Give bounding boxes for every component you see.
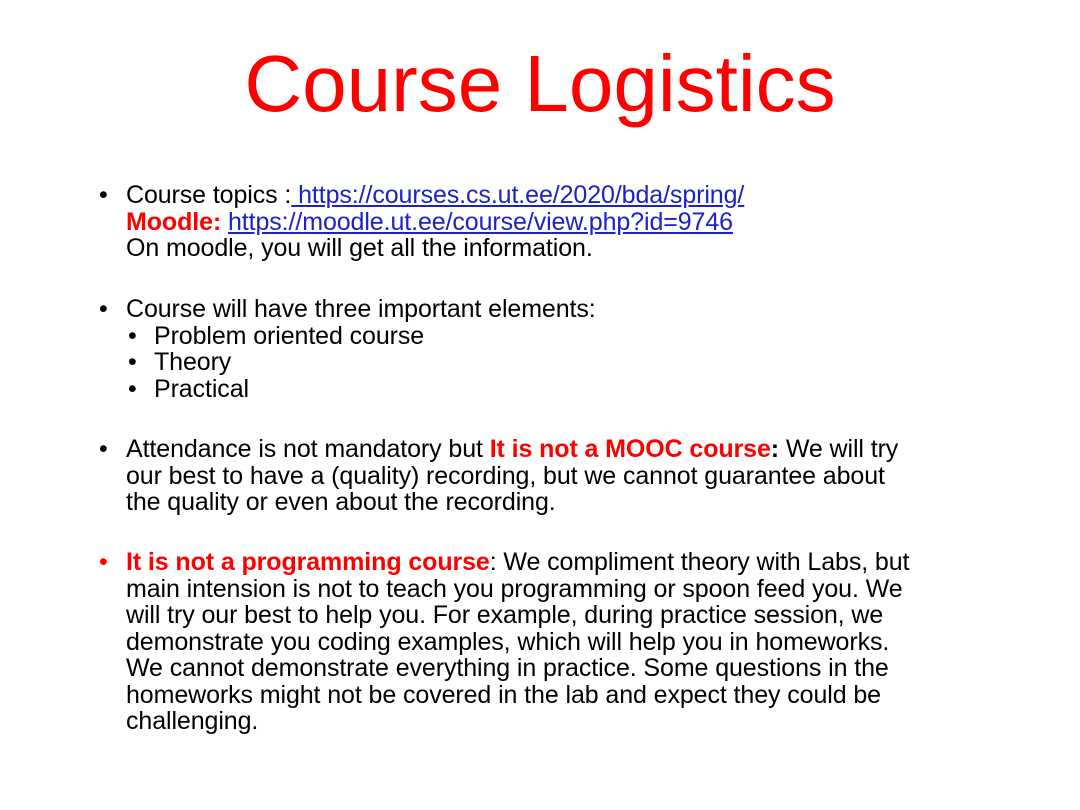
moodle-note: On moodle, you will get all the information. [126, 234, 593, 262]
programming-line-2: main intension is not to teach you programming or spoon feed you. We [126, 574, 903, 603]
programming-highlight: It is not a programming course [126, 548, 490, 576]
programming-line-1 [126, 549, 1006, 576]
programming-line-6: homeworks might not be covered in the lab and expect they could be [126, 680, 881, 709]
sub-item-label: Theory [154, 348, 232, 376]
mooc-colon: : [770, 435, 780, 463]
sub-bullet-dot-icon: • [128, 321, 137, 350]
course-topics-label: Course topics : [126, 181, 292, 209]
bullet-dot-icon: • [99, 181, 108, 209]
programming-line-3: will try our best to help you. For example, during practice session, we [126, 601, 884, 629]
programming-line-1-rest: : We compliment theory with Labs, but [489, 548, 910, 576]
bullet-course-elements [99, 295, 1006, 403]
programming-line-5: We cannot demonstrate everything in practice. Some questions in the [126, 654, 889, 682]
sub-item-practical [126, 376, 1006, 403]
mooc-highlight: It is not a MOOC course [489, 435, 771, 463]
attendance-line-2: our best to have a (quality) recording, but we cannot guarantee about [126, 461, 885, 490]
bullet-programming [99, 548, 1006, 735]
bullet-dot-icon: • [99, 295, 108, 323]
sub-item-label: Problem oriented course [154, 321, 425, 350]
bullet-dot-icon: • [99, 548, 108, 576]
course-topics-link[interactable]: https://courses.cs.ut.ee/2020/bda/spring/ [291, 181, 745, 209]
moodle-link[interactable]: https://moodle.ut.ee/course/view.php?id=9746 [227, 207, 733, 236]
sub-item-problem-oriented [126, 323, 1006, 350]
course-elements-intro: Course will have three important elements: [126, 295, 596, 323]
sub-item-theory [126, 349, 1006, 376]
attendance-line-1-rest: We will try [779, 435, 899, 463]
attendance-line-3: the quality or even about the recording. [126, 488, 556, 516]
sub-bullet-dot-icon: • [128, 348, 137, 376]
programming-line-7: challenging. [126, 707, 259, 735]
bullet-attendance [99, 435, 1006, 516]
attendance-lead: Attendance is not mandatory but [126, 435, 490, 463]
sub-bullet-dot-icon: • [128, 374, 137, 403]
attendance-line-1 [126, 436, 1006, 463]
bullet-dot-icon: • [99, 435, 108, 463]
moodle-line [126, 209, 1006, 236]
slide-title: Course Logistics [244, 39, 836, 128]
course-topics-line [126, 182, 1006, 209]
moodle-label: Moodle: [126, 207, 222, 236]
bullet-course-links [99, 181, 1006, 262]
sub-item-label: Practical [154, 374, 249, 403]
programming-line-4: demonstrate you coding examples, which will help you in homeworks. [126, 627, 890, 656]
